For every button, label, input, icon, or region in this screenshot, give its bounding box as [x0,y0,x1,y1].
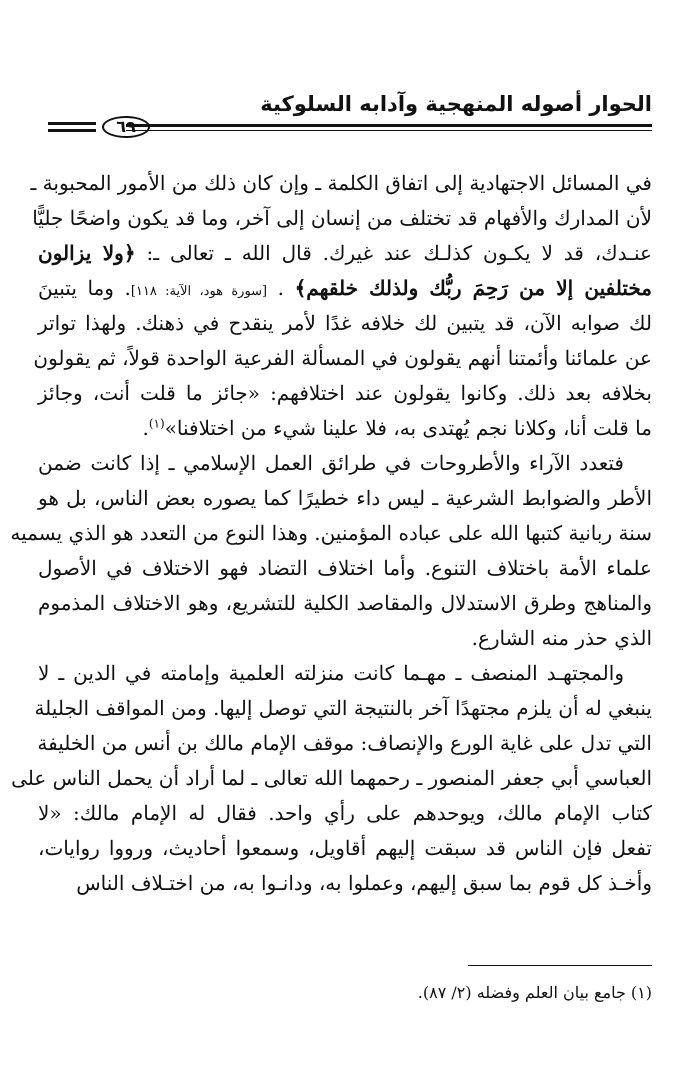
text-line [38,551,652,586]
text-line [38,446,652,481]
running-header [38,88,652,140]
header-dash-bottom [48,129,96,132]
text-run: ما قلت أنا، وكلانا نجم يُهتدى به، فلا علينا شيء من اختلافنا» [164,416,652,440]
text-run: وأخـذ كل قوم بما سبق إليهم، وعملوا به، ودانـوا به، من اختـلاف الناس [76,871,652,895]
text-run: لك صوابه الآن، قد يتبين لك خلافه غدًا لأمر ينقدح في ذهنك. ولهذا تواتر [38,311,652,335]
text-line [38,726,652,761]
footnote-rule [468,965,652,966]
text-line [10,516,652,551]
text-line [38,376,652,411]
text-run: والمناهج وطرق الاستدلال والمقاصد الكلية للتشريع، وهو الاختلاف المذموم [38,591,652,615]
text-run: . وما يتبينَ [38,276,131,300]
text-run: كتاب الإمام مالك، ويوحدهم على رأي واحد. فقال له الإمام مالك: «لا [38,801,652,825]
footnote: (١) جامع بيان العلم وفضله (٢/ ٨٧). [417,983,652,1002]
text-line [38,621,652,656]
header-dash-top [48,122,96,125]
text-line [34,691,652,726]
quran-verse: مختلفين إلا من رَحِمَ ربُّك ولذلك خلقهم﴾ [294,276,652,300]
text-line [38,586,652,621]
header-rule-thin [126,130,652,131]
text-line [11,761,652,796]
text-run: الأطر والضوابط الشرعية ـ ليس داء خطيرًا كما يصوره بعض الناس، بل هو [38,486,652,510]
text-run: والمجتهـد المنصف ـ مهـما كانت منزلته العلمية وإمامته في الدين ـ لا [38,661,624,685]
text-line [38,796,652,831]
page-number: ٦٩ [102,116,150,138]
text-line [38,481,652,516]
text-run: الذي حذر منه الشارع. [471,626,652,650]
text-run: . [267,276,295,300]
text-line [38,831,652,866]
text-line [33,341,652,376]
footnote-marker: (١) [148,416,165,431]
text-line [38,236,652,271]
text-line [32,201,652,236]
text-run: بخلافه بعد ذلك. وكانوا يقولون عند اختلافهم: «جائز ما قلت أنت، وجائز [38,381,652,405]
text-run: عنـدك، قد لا يكـون كذلـك عند غيرك. قال الله ـ تعالى ـ: [135,241,652,265]
quran-verse: ﴿ولا يزالون [38,241,136,265]
text-line [38,306,652,341]
text-run: التي تدل على غاية الورع والإنصاف: موقف الإمام مالك بن أنس من الخليفة [37,731,652,755]
body-text [10,166,652,901]
text-run: . [142,416,149,440]
text-line [38,866,652,901]
text-line [30,166,652,201]
running-title: الحوار أصوله المنهجية وآدابه السلوكية [260,92,652,116]
text-line [38,411,652,446]
verse-citation: [سورة هود، الآية: ١١٨] [130,284,268,299]
text-line [38,271,652,306]
text-line [38,656,652,691]
text-run: ينبغي له أن يلزم مجتهدًا آخر بالنتيجة التي توصل إليها. ومن المواقف الجليلة [34,696,652,720]
text-run: سنة ربانية كتبها الله على عباده المؤمنين. وهذا النوع من التعدد هو الذي يسميه [10,521,652,545]
text-run: تفعل فإن الناس قد سبقت إليهم أقاويل، وسمعوا أحاديث، ورووا روايات، [38,836,652,860]
text-run: علماء الأمة باختلاف التنوع. وأما اختلاف التضاد فهو الاختلاف في الأصول [38,556,652,580]
text-run: فتعدد الآراء والأطروحات في طرائق العمل الإسلامي ـ إذا كانت ضمن [38,451,624,475]
text-run: في المسائل الاجتهادية إلى اتفاق الكلمة ـ وإن كان ذلك من الأمور المحبوبة ـ [30,171,652,195]
header-rule-thick [126,124,652,127]
text-run: العباسي أبي جعفر المنصور ـ رحمهما الله تعالى ـ لما أراد أن يحمل الناس على [11,766,652,790]
text-run: لأن المدارك والأفهام قد تختلف من إنسان إلى آخر، وما قد يكون واضحًا جليًّا [32,206,652,230]
text-run: عن علمائنا وأئمتنا أنهم يقولون في المسألة الفرعية الواحدة قولاً، ثم يقولون [33,346,652,370]
